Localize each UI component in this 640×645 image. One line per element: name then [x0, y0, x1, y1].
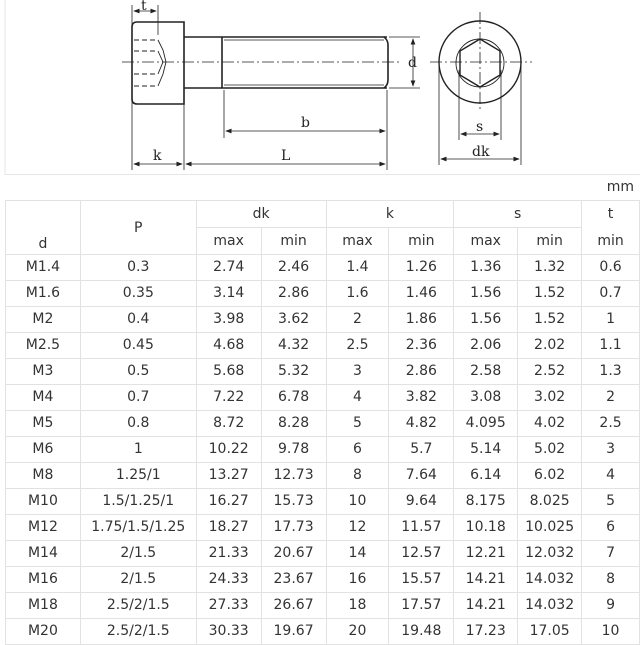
cell-p: 0.7	[80, 385, 196, 411]
table-row	[6, 255, 640, 281]
table-body	[6, 255, 640, 645]
cell-t-min: 1.1	[582, 333, 640, 359]
cell-k-min: 5.7	[389, 437, 454, 463]
cell-k-max: 4	[326, 385, 389, 411]
cell-t-min: 1.3	[582, 359, 640, 385]
cell-k-max: 1.6	[326, 281, 389, 307]
cell-s-max: 2.06	[454, 333, 518, 359]
cell-t-min: 7	[582, 541, 640, 567]
cell-k-min: 2.86	[389, 359, 454, 385]
cell-dk-min: 4.32	[261, 333, 326, 359]
cell-k-max: 16	[326, 567, 389, 593]
cell-s-max: 10.18	[454, 515, 518, 541]
cell-dk-max: 24.33	[196, 567, 261, 593]
table-row	[6, 619, 640, 645]
cell-s-max: 6.14	[454, 463, 518, 489]
cell-dk-min: 9.78	[261, 437, 326, 463]
cell-p: 2/1.5	[80, 541, 196, 567]
cell-d: M2	[6, 307, 81, 333]
cell-p: 2.5/2/1.5	[80, 593, 196, 619]
label-b: b	[301, 115, 310, 131]
cell-dk-max: 3.14	[196, 281, 261, 307]
cell-d: M2.5	[6, 333, 81, 359]
cell-dk-max: 3.98	[196, 307, 261, 333]
cell-p: 1	[80, 437, 196, 463]
header-s: s	[454, 201, 582, 228]
cell-k-max: 8	[326, 463, 389, 489]
cell-t-min: 10	[582, 619, 640, 645]
cell-dk-max: 21.33	[196, 541, 261, 567]
table-row	[6, 515, 640, 541]
cell-dk-min: 17.73	[261, 515, 326, 541]
cell-d: M1.6	[6, 281, 81, 307]
table-row	[6, 281, 640, 307]
header-k-min: min	[389, 228, 454, 255]
cell-t-min: 6	[582, 515, 640, 541]
table-row	[6, 541, 640, 567]
cell-t-min: 0.6	[582, 255, 640, 281]
cell-s-min: 2.02	[518, 333, 582, 359]
cell-p: 1.75/1.5/1.25	[80, 515, 196, 541]
cell-s-min: 4.02	[518, 411, 582, 437]
unit-label: mm	[606, 179, 634, 195]
cell-k-max: 2	[326, 307, 389, 333]
table-row	[6, 489, 640, 515]
cell-dk-min: 3.62	[261, 307, 326, 333]
header-k: k	[326, 201, 454, 228]
cell-p: 0.5	[80, 359, 196, 385]
cell-k-max: 2.5	[326, 333, 389, 359]
cell-s-min: 1.32	[518, 255, 582, 281]
cell-k-max: 6	[326, 437, 389, 463]
table-row	[6, 385, 640, 411]
cell-dk-min: 19.67	[261, 619, 326, 645]
cell-d: M3	[6, 359, 81, 385]
cell-d: M4	[6, 385, 81, 411]
cell-d: M12	[6, 515, 81, 541]
cell-p: 0.35	[80, 281, 196, 307]
cell-s-min: 8.025	[518, 489, 582, 515]
cell-p: 0.4	[80, 307, 196, 333]
cell-dk-min: 6.78	[261, 385, 326, 411]
cell-d: M16	[6, 567, 81, 593]
cell-dk-max: 8.72	[196, 411, 261, 437]
cell-k-min: 3.82	[389, 385, 454, 411]
cell-t-min: 2.5	[582, 411, 640, 437]
header-dk: dk	[196, 201, 326, 228]
cell-k-max: 1.4	[326, 255, 389, 281]
cell-t-min: 5	[582, 489, 640, 515]
cell-k-max: 10	[326, 489, 389, 515]
header-t-min: min	[582, 228, 640, 255]
label-d: d	[408, 55, 417, 71]
cell-k-min: 15.57	[389, 567, 454, 593]
cell-t-min: 4	[582, 463, 640, 489]
cell-dk-min: 2.86	[261, 281, 326, 307]
cell-p: 1.25/1	[80, 463, 196, 489]
label-L: L	[281, 148, 291, 164]
header-dk-min: min	[261, 228, 326, 255]
cell-s-max: 5.14	[454, 437, 518, 463]
cell-s-max: 3.08	[454, 385, 518, 411]
cell-k-max: 3	[326, 359, 389, 385]
cell-t-min: 8	[582, 567, 640, 593]
cell-s-max: 1.56	[454, 307, 518, 333]
cell-s-max: 1.36	[454, 255, 518, 281]
cell-k-max: 14	[326, 541, 389, 567]
screw-technical-drawing	[0, 0, 640, 175]
cell-d: M1.4	[6, 255, 81, 281]
table-row	[6, 593, 640, 619]
cell-p: 0.8	[80, 411, 196, 437]
table-row	[6, 463, 640, 489]
cell-k-max: 18	[326, 593, 389, 619]
cell-k-min: 19.48	[389, 619, 454, 645]
cell-s-min: 14.032	[518, 567, 582, 593]
cell-dk-max: 30.33	[196, 619, 261, 645]
cell-s-min: 14.032	[518, 593, 582, 619]
unit-row	[5, 175, 640, 200]
cell-dk-min: 12.73	[261, 463, 326, 489]
cell-dk-max: 18.27	[196, 515, 261, 541]
cell-p: 2.5/2/1.5	[80, 619, 196, 645]
cell-t-min: 9	[582, 593, 640, 619]
cell-dk-min: 2.46	[261, 255, 326, 281]
screw-side-view	[122, 5, 420, 170]
cell-t-min: 1	[582, 307, 640, 333]
cell-s-max: 12.21	[454, 541, 518, 567]
cell-d: M6	[6, 437, 81, 463]
cell-s-max: 17.23	[454, 619, 518, 645]
table-row	[6, 567, 640, 593]
cell-t-min: 3	[582, 437, 640, 463]
dimension-table	[5, 200, 640, 645]
cell-s-min: 12.032	[518, 541, 582, 567]
table-row	[6, 307, 640, 333]
label-dk: dk	[472, 144, 490, 160]
cell-k-min: 7.64	[389, 463, 454, 489]
cell-k-min: 4.82	[389, 411, 454, 437]
cell-k-min: 1.26	[389, 255, 454, 281]
table-row	[6, 411, 640, 437]
cell-s-min: 5.02	[518, 437, 582, 463]
cell-k-min: 9.64	[389, 489, 454, 515]
header-s-max: max	[454, 228, 518, 255]
cell-t-min: 0.7	[582, 281, 640, 307]
cell-d: M18	[6, 593, 81, 619]
header-p: P	[80, 201, 196, 255]
cell-dk-max: 4.68	[196, 333, 261, 359]
label-s: s	[476, 119, 484, 135]
cell-k-min: 1.46	[389, 281, 454, 307]
cell-s-min: 10.025	[518, 515, 582, 541]
cell-dk-min: 23.67	[261, 567, 326, 593]
cell-d: M14	[6, 541, 81, 567]
cell-s-min: 1.52	[518, 281, 582, 307]
cell-k-min: 1.86	[389, 307, 454, 333]
header-s-min: min	[518, 228, 582, 255]
table-row	[6, 437, 640, 463]
cell-dk-min: 20.67	[261, 541, 326, 567]
cell-p: 2/1.5	[80, 567, 196, 593]
cell-s-min: 3.02	[518, 385, 582, 411]
table-row	[6, 333, 640, 359]
cell-dk-min: 8.28	[261, 411, 326, 437]
cell-s-max: 8.175	[454, 489, 518, 515]
cell-dk-min: 5.32	[261, 359, 326, 385]
header-row-groups	[6, 201, 640, 228]
cell-s-min: 6.02	[518, 463, 582, 489]
header-d: d	[6, 201, 81, 255]
cell-s-max: 2.58	[454, 359, 518, 385]
cell-s-max: 14.21	[454, 593, 518, 619]
cell-k-max: 5	[326, 411, 389, 437]
header-t: t	[582, 201, 640, 228]
cell-s-min: 2.52	[518, 359, 582, 385]
cell-d: M8	[6, 463, 81, 489]
cell-dk-max: 13.27	[196, 463, 261, 489]
table-row	[6, 359, 640, 385]
label-t: t	[141, 0, 147, 14]
cell-p: 0.3	[80, 255, 196, 281]
cell-k-min: 12.57	[389, 541, 454, 567]
cell-k-max: 12	[326, 515, 389, 541]
cell-k-max: 20	[326, 619, 389, 645]
cell-t-min: 2	[582, 385, 640, 411]
cell-dk-min: 15.73	[261, 489, 326, 515]
cell-p: 0.45	[80, 333, 196, 359]
cell-d: M20	[6, 619, 81, 645]
cell-p: 1.5/1.25/1	[80, 489, 196, 515]
header-k-max: max	[326, 228, 389, 255]
cell-dk-max: 27.33	[196, 593, 261, 619]
cell-k-min: 2.36	[389, 333, 454, 359]
cell-s-max: 1.56	[454, 281, 518, 307]
label-k: k	[153, 148, 162, 164]
cell-dk-max: 5.68	[196, 359, 261, 385]
header-dk-max: max	[196, 228, 261, 255]
cell-k-min: 17.57	[389, 593, 454, 619]
cell-d: M10	[6, 489, 81, 515]
cell-s-min: 17.05	[518, 619, 582, 645]
cell-dk-max: 2.74	[196, 255, 261, 281]
cell-k-min: 11.57	[389, 515, 454, 541]
cell-dk-max: 16.27	[196, 489, 261, 515]
cell-s-max: 14.21	[454, 567, 518, 593]
cell-dk-max: 7.22	[196, 385, 261, 411]
screw-end-view	[430, 12, 532, 165]
cell-s-max: 4.095	[454, 411, 518, 437]
cell-s-min: 1.52	[518, 307, 582, 333]
cell-dk-max: 10.22	[196, 437, 261, 463]
cell-d: M5	[6, 411, 81, 437]
cell-dk-min: 26.67	[261, 593, 326, 619]
